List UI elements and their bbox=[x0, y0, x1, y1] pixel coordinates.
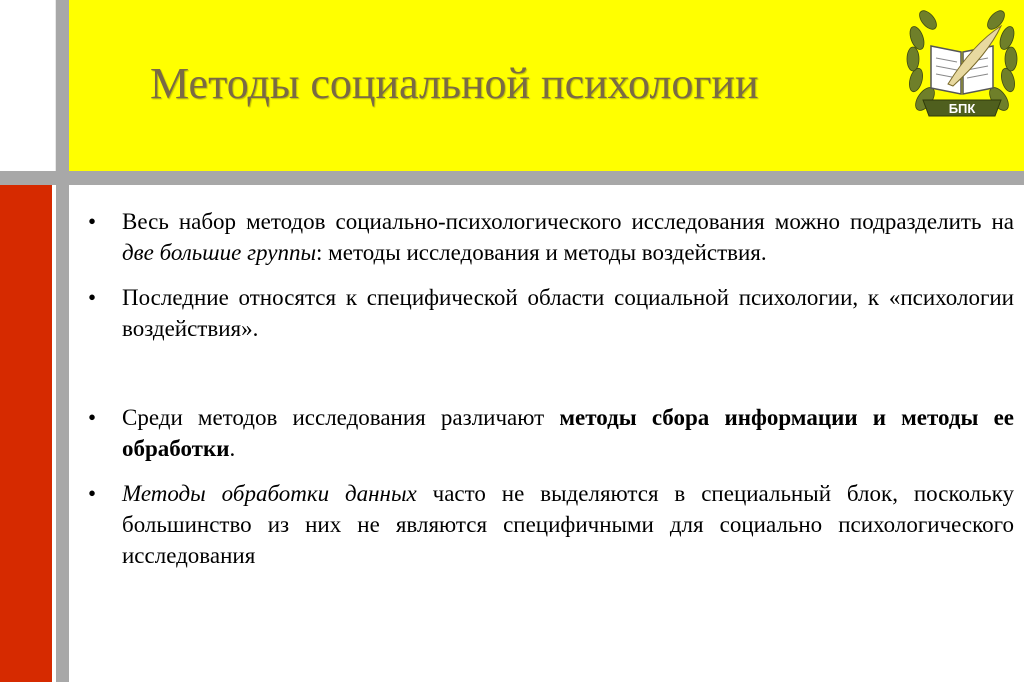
bullet-dot: • bbox=[88, 285, 97, 310]
college-logo-icon bbox=[903, 4, 1021, 130]
bullet-dot: • bbox=[88, 481, 97, 506]
bullet-dot: • bbox=[88, 209, 97, 234]
slide-title: Методы социальной психологии bbox=[150, 59, 759, 108]
horizontal-gray-bar bbox=[0, 171, 1024, 185]
red-side-bar bbox=[0, 185, 52, 682]
bullet-dot: • bbox=[88, 405, 97, 430]
bullet-item: • Среди методов исследования различают методы сбора информации и методы ее обработки. bbox=[82, 402, 1014, 464]
left-top-white-panel bbox=[0, 0, 55, 171]
bullet-item: • Последние относятся к специфической области социальной психологии, к «психологии воздействия». bbox=[82, 282, 1014, 344]
svg-text:БПК: БПК bbox=[948, 101, 976, 116]
bullet-list bbox=[82, 206, 1014, 585]
vertical-gray-bar bbox=[56, 0, 69, 682]
bullet-item: • Методы обработки данных часто не выделяются в специальный блок, поскольку большинство из них не являются специфичными для социально психологического исследования bbox=[82, 478, 1014, 571]
bullet-item: • Весь набор методов социально-психологического исследования можно подразделить на две большие группы: методы исследования и методы воздействия. bbox=[82, 206, 1014, 268]
